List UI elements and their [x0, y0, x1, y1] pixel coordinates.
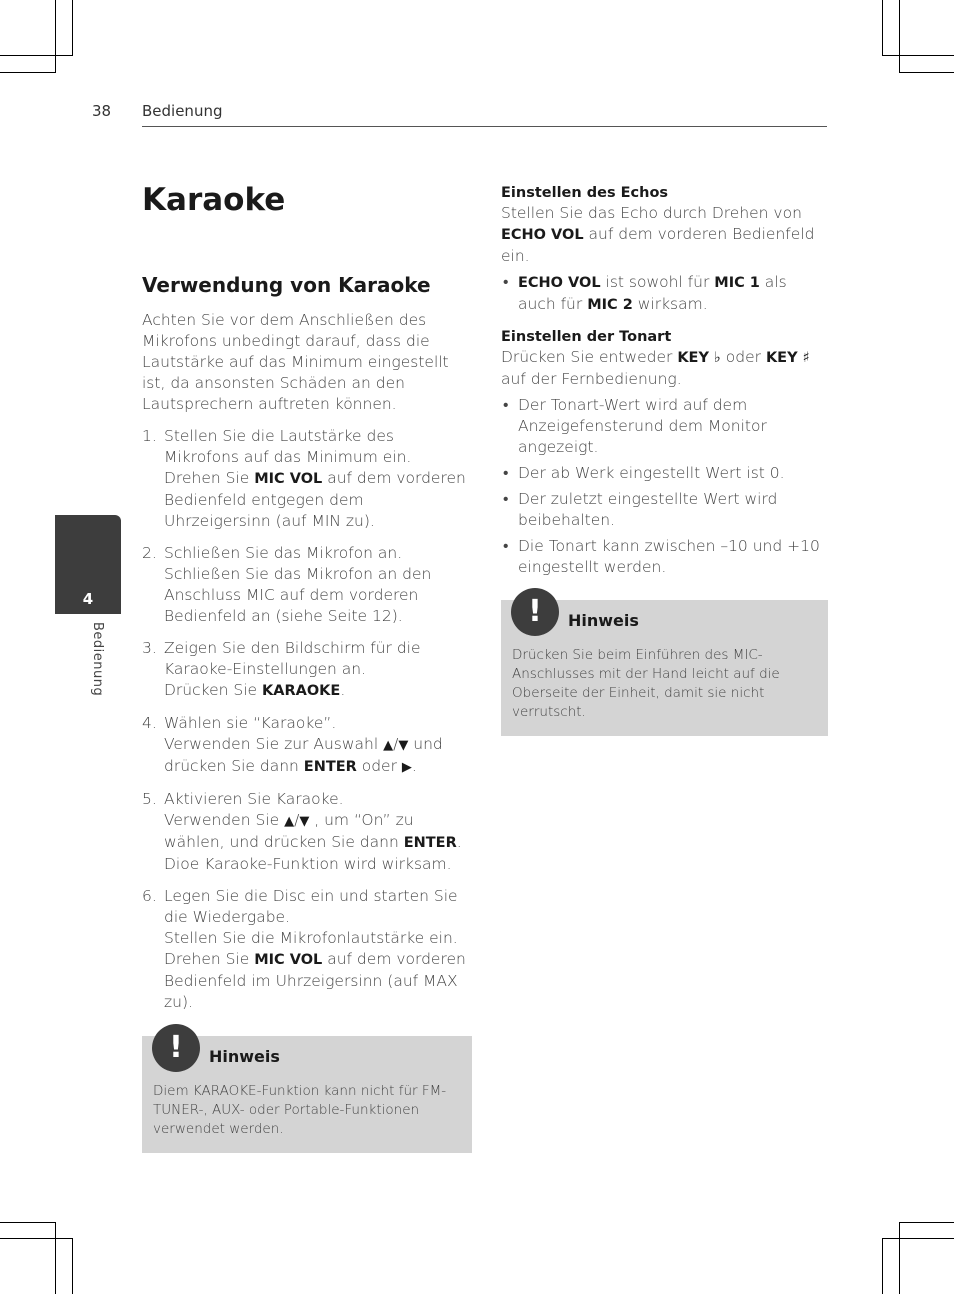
exclamation-icon: !	[152, 1024, 200, 1072]
step-item: 5. Aktivieren Sie Karaoke. Verwenden Sie ▲/▼ , um “On” zu wählen, und drücken Sie dann ENTER. Dioe Karaoke-Funktion wird wirksam.	[142, 790, 462, 873]
arrow-up-icon: ▲	[284, 814, 295, 829]
list-item: • Die Tonart kann zwischen –10 und +10 eingestellt werden.	[501, 536, 828, 578]
step-item: 6. Legen Sie die Disc ein und starten Sie die Wiedergabe. Stellen Sie die Mikrofonlautstärke ein. Drehen Sie MIC VOL auf dem vorderen Bedienfeld im Uhrzeigersinn (auf MAX zu).	[142, 887, 466, 1011]
note-text: Drücken Sie beim Einführen des MIC-Anschlusses mit der Hand leicht auf die Oberseite der Einheit, damit sie nicht verrutscht.	[512, 647, 780, 720]
tone-paragraph: Drücken Sie entweder KEY ♭ oder KEY ♯ auf der Fernbedienung.	[501, 348, 810, 388]
key-label: MIC VOL	[254, 471, 323, 487]
list-item: • Der zuletzt eingestellte Wert wird beibehalten.	[501, 489, 828, 531]
note-box	[142, 1030, 472, 1153]
note-text: Diem KARAOKE-Funktion kann nicht für FM-TUNER-, AUX- oder Portable-Funktionen verwendet werden.	[153, 1083, 447, 1137]
key-label: ENTER	[303, 759, 357, 775]
arrow-up-icon: ▲	[383, 738, 394, 753]
list-item: • ECHO VOL ist sowohl für MIC 1 als auch für MIC 2 wirksam.	[501, 272, 828, 316]
tone-bullets	[501, 395, 828, 578]
step-item: 3. Zeigen Sie den Bildschirm für die Karaoke-Einstellungen an. Drücken Sie KARAOKE.	[142, 639, 421, 699]
left-column	[142, 178, 472, 1153]
page-title: Karaoke	[142, 182, 286, 218]
note-box	[501, 594, 828, 736]
key-label: KARAOKE	[261, 683, 341, 699]
header-divider	[142, 126, 827, 127]
arrow-right-icon: ▶	[401, 760, 412, 775]
chapter-number: 4	[82, 590, 94, 608]
step-item: 1. Stellen Sie die Lautstärke des Mikrofons auf das Minimum ein. Drehen Sie MIC VOL auf dem vorderen Bedienfeld entgegen dem Uhrzeigersinn (auf MIN zu).	[142, 427, 466, 530]
key-label: KEY ♯	[765, 350, 810, 366]
note-title: Hinweis	[568, 611, 639, 630]
step-item: 4. Wählen sie “Karaoke”. Verwenden Sie zur Auswahl ▲/▼ und drücken Sie dann ENTER oder ▶.	[142, 714, 443, 775]
list-item: • Der Tonart-Wert wird auf dem Anzeigefensterund dem Monitor angezeigt.	[501, 395, 828, 458]
tone-title: Einstellen der Tonart	[501, 329, 672, 345]
intro-paragraph: Achten Sie vor dem Anschließen des Mikrofons unbedingt darauf, dass die Lautstärke auf das Minimum eingestellt ist, da ansonsten Schäden an den Lautsprechern auftreten können.	[142, 311, 449, 413]
step-list	[142, 426, 472, 1013]
key-label: KEY ♭	[677, 350, 721, 366]
chapter-tab	[55, 515, 121, 614]
page-number: 38	[92, 102, 112, 120]
key-label: ECHO VOL	[501, 227, 584, 243]
section-title: Verwendung von Karaoke	[142, 273, 431, 297]
arrow-down-icon: ▼	[299, 814, 310, 829]
arrow-down-icon: ▼	[398, 738, 409, 753]
echo-title: Einstellen des Echos	[501, 185, 669, 201]
exclamation-icon: !	[511, 588, 559, 636]
chapter-label: Bedienung	[90, 622, 105, 697]
note-title: Hinweis	[209, 1047, 280, 1066]
echo-bullets	[501, 272, 828, 316]
key-label: ENTER	[403, 835, 457, 851]
key-label: MIC VOL	[254, 952, 323, 968]
list-item: • Der ab Werk eingestellt Wert ist 0.	[501, 463, 828, 484]
right-column	[501, 184, 828, 736]
echo-paragraph: Stellen Sie das Echo durch Drehen von ECHO VOL auf dem vorderen Bedienfeld ein.	[501, 204, 815, 265]
header-section: Bedienung	[142, 102, 223, 120]
step-item: 2. Schließen Sie das Mikrofon an. Schließen Sie das Mikrofon an den Anschluss MIC auf dem vorderen Bedienfeld an (siehe Seite 12).	[142, 544, 432, 625]
